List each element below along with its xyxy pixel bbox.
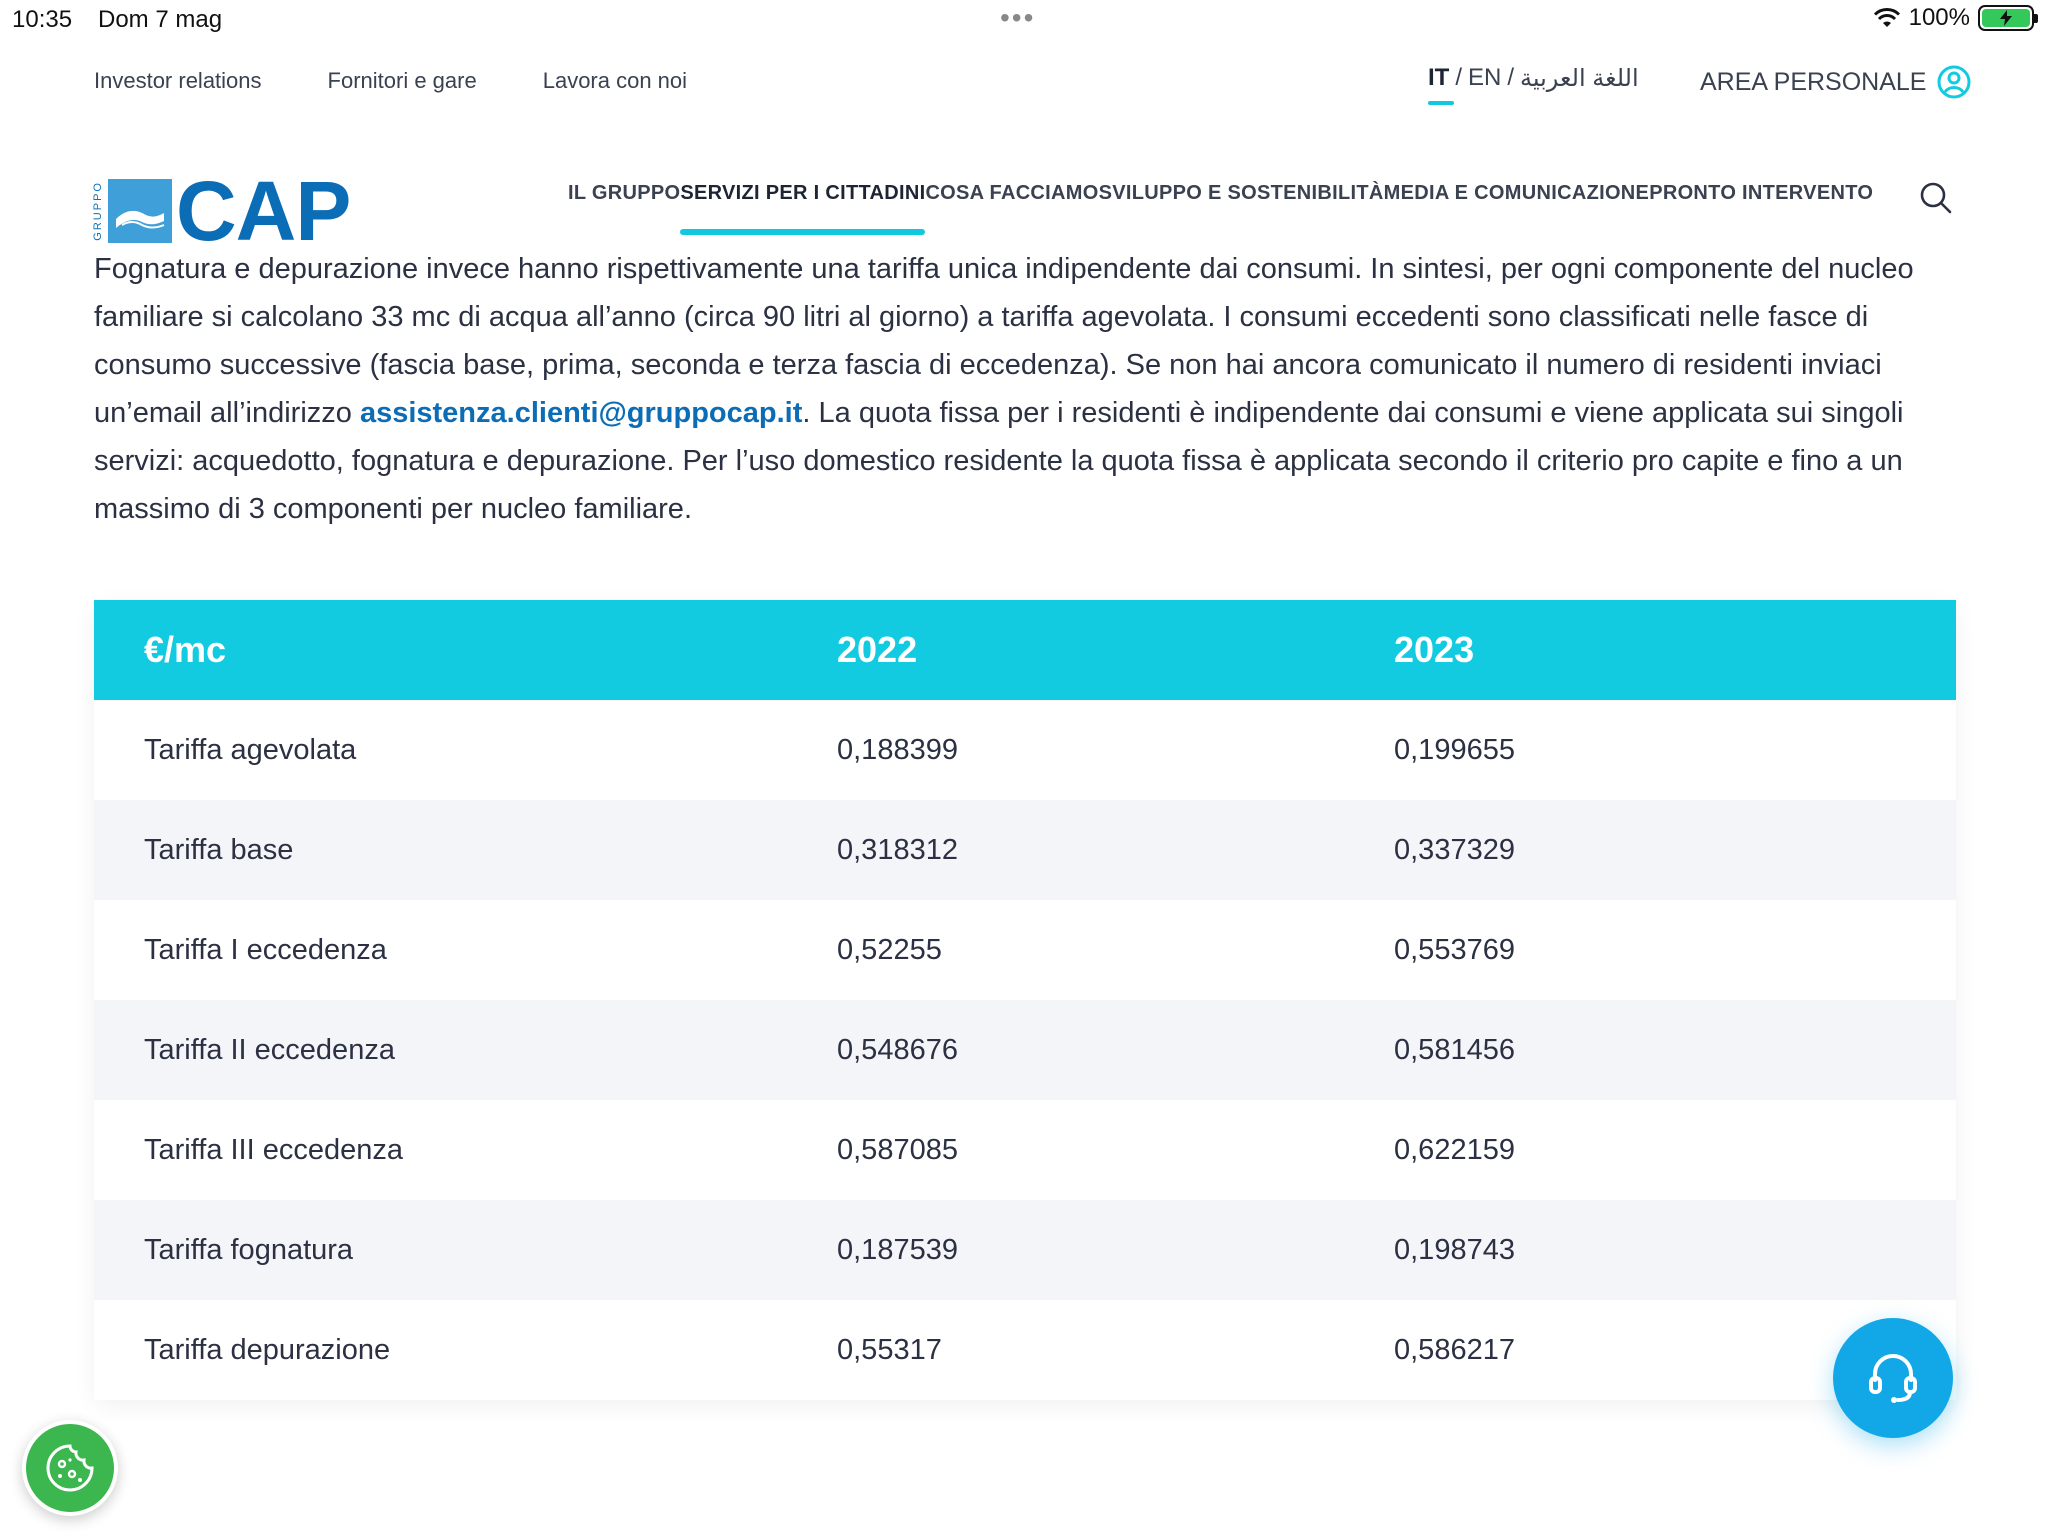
- value-2023: 0,337329: [1394, 833, 1515, 866]
- user-icon: [1936, 64, 1972, 100]
- lang-ar[interactable]: اللغة العربية: [1520, 65, 1639, 92]
- value-2022: 0,548676: [837, 1033, 958, 1066]
- status-time: 10:35: [12, 6, 73, 33]
- paragraph-text-after: . La quota fissa per i residenti è indipendente dai consumi e viene applicata sui singoli servizi: acquedotto, fognatura e depurazione. Per l’uso domestico residente la quota fissa è applicata secondo il criterio pro capite e fino a un massimo di 3 componenti per nucleo familiare.: [94, 397, 1904, 525]
- table-row: [94, 1200, 1956, 1300]
- tariff-table: [94, 600, 1956, 1400]
- logo-cap-text: CAP: [176, 164, 351, 258]
- value-2022: 0,187539: [837, 1233, 958, 1266]
- logo-mark-icon: [108, 179, 172, 243]
- wifi-icon: [1873, 7, 1901, 29]
- value-2023: 0,586217: [1394, 1333, 1515, 1366]
- value-2022: 0,55317: [837, 1333, 942, 1366]
- logo-gruppo-text: GRUPPO: [92, 181, 104, 241]
- status-bar: [0, 0, 2048, 40]
- paragraph-text-before: Fognatura e depurazione invece hanno rispettivamente una tariffa unica indipendente dai consumi. In sintesi, per ogni componente del nucleo familiare si calcolano 33 mc di acqua all’anno (circa 90 litri al giorno) a tariffa agevolata. I consumi eccedenti sono classificati nelle fasce di consumo successive (fascia base, prima, seconda e terza fascia di eccedenza). Se non hai ancora comunicato il numero di residenti inviaci un’email all’indirizzo: [94, 253, 1914, 429]
- row-label: Tariffa fognatura: [144, 1233, 354, 1266]
- link-investor-relations[interactable]: Investor relations: [94, 68, 262, 93]
- menu-il-gruppo[interactable]: IL GRUPPO: [568, 182, 681, 204]
- value-2023: 0,622159: [1394, 1133, 1515, 1166]
- value-2022: 0,52255: [837, 933, 942, 966]
- row-label: Tariffa II eccedenza: [144, 1033, 395, 1066]
- value-2023: 0,198743: [1394, 1233, 1515, 1266]
- table-row: [94, 1300, 1956, 1400]
- support-chat-button[interactable]: [1833, 1318, 1953, 1438]
- row-label: Tariffa base: [144, 833, 294, 866]
- battery-icon: [1978, 5, 2034, 31]
- area-personale-label: AREA PERSONALE: [1700, 67, 1927, 96]
- lang-it[interactable]: IT: [1428, 64, 1450, 91]
- headset-icon: [1861, 1346, 1925, 1410]
- table-row: [94, 1000, 1956, 1100]
- lang-separator: /: [1507, 64, 1515, 91]
- menu-servizi-cittadini[interactable]: SERVIZI PER I CITTADINI: [680, 182, 926, 204]
- header-unit: €/mc: [144, 629, 227, 670]
- row-label: Tariffa I eccedenza: [144, 933, 387, 966]
- cookie-settings-button[interactable]: [22, 1420, 118, 1516]
- main-content: [94, 253, 1956, 1536]
- value-2023: 0,199655: [1394, 733, 1515, 766]
- language-switcher: [1428, 64, 1639, 93]
- primary-menu: [568, 182, 1873, 205]
- area-personale-link[interactable]: [1700, 64, 1972, 100]
- battery-percent: 100%: [1908, 4, 1970, 31]
- table-header: [94, 600, 1956, 700]
- value-2022: 0,587085: [837, 1133, 958, 1166]
- utility-nav: [0, 40, 2048, 120]
- table-row: [94, 1100, 1956, 1200]
- tariff-description: [94, 245, 1956, 533]
- search-icon[interactable]: [1918, 180, 1954, 216]
- lang-en[interactable]: EN: [1468, 64, 1502, 91]
- header-2023: 2023: [1394, 629, 1475, 670]
- header-2022: 2022: [837, 629, 918, 670]
- cap-logo[interactable]: [92, 164, 367, 258]
- email-link[interactable]: assistenza.clienti@gruppocap.it: [359, 397, 803, 429]
- value-2023: 0,553769: [1394, 933, 1515, 966]
- menu-cosa-facciamo[interactable]: COSA FACCIAMO: [925, 182, 1099, 204]
- table-row: [94, 900, 1956, 1000]
- link-fornitori-gare[interactable]: Fornitori e gare: [327, 68, 477, 93]
- status-date: Dom 7 mag: [98, 6, 223, 33]
- menu-pronto-intervento[interactable]: PRONTO INTERVENTO: [1649, 182, 1874, 204]
- multitasking-dots-icon[interactable]: •••: [1000, 2, 1036, 33]
- row-label: Tariffa depurazione: [144, 1333, 391, 1366]
- link-lavora-con-noi[interactable]: Lavora con noi: [542, 68, 688, 93]
- table-row: [94, 800, 1956, 900]
- row-label: Tariffa III eccedenza: [144, 1133, 404, 1166]
- menu-sviluppo-sostenibilita[interactable]: SVILUPPO E SOSTENIBILITÀ: [1098, 182, 1384, 204]
- value-2022: 0,318312: [837, 833, 958, 866]
- value-2023: 0,581456: [1394, 1033, 1515, 1066]
- cookie-icon: [42, 1440, 98, 1496]
- menu-media-comunicazione[interactable]: MEDIA E COMUNICAZIONE: [1383, 182, 1650, 204]
- value-2022: 0,188399: [837, 733, 958, 766]
- table-row: [94, 700, 1956, 800]
- lang-separator: /: [1455, 64, 1462, 91]
- row-label: Tariffa agevolata: [144, 733, 357, 766]
- table-body: [94, 700, 1956, 1400]
